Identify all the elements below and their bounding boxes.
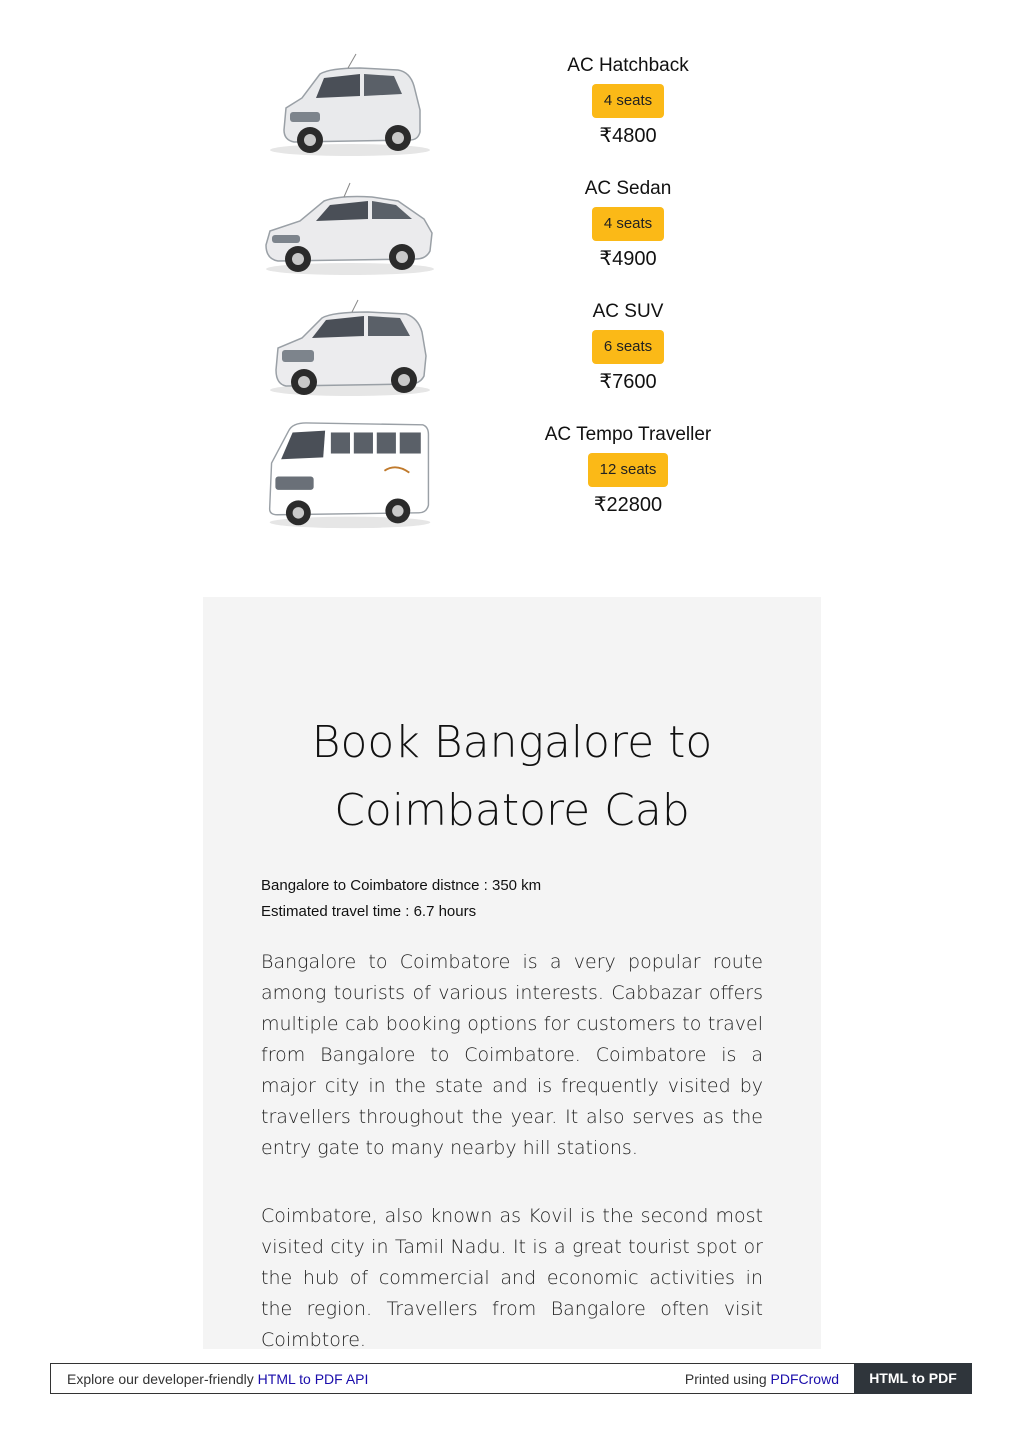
html-to-pdf-button[interactable]: HTML to PDF: [854, 1363, 972, 1394]
car-option-hatchback[interactable]: [260, 52, 760, 162]
car-price: ₹4800: [599, 125, 657, 147]
car-option-sedan[interactable]: [260, 175, 760, 285]
page-title: [203, 709, 821, 845]
car-price: ₹4900: [599, 248, 657, 270]
car-price: ₹7600: [599, 371, 657, 393]
time-value: 6.7 hours: [413, 903, 477, 920]
footer-printed: [685, 1371, 839, 1387]
time-label: Estimated travel time: [261, 903, 402, 920]
suv-car-image: [260, 298, 440, 408]
seats-badge: 4 seats: [592, 84, 664, 118]
tempo-traveller-van-image: [260, 421, 440, 531]
route-info-panel: [203, 597, 821, 1349]
time-separator: :: [401, 903, 414, 920]
car-name: AC Tempo Traveller: [544, 424, 712, 445]
car-name: AC SUV: [592, 301, 664, 322]
distance-label: Bangalore to Coimbatore distnce: [261, 877, 480, 894]
description-paragraph-2: Coimbatore, also known as Kovil is the second most visited city in Tamil Nadu. It is a great tourist spot or the hub of commercial and economic activities in the region. Travellers from Bangalore often visit Coimbtore.: [261, 1205, 763, 1351]
seats-badge: 12 seats: [588, 453, 669, 487]
car-option-suv[interactable]: [260, 298, 760, 408]
car-option-tempo-traveller[interactable]: [260, 421, 760, 531]
distance-line: [261, 873, 541, 899]
title-line-1: Book Bangalore to: [311, 717, 713, 768]
seats-badge: 6 seats: [592, 330, 664, 364]
travel-time-line: [261, 899, 541, 925]
sedan-car-image: [260, 175, 440, 285]
distance-separator: :: [479, 877, 492, 894]
html-to-pdf-api-link[interactable]: HTML to PDF API: [257, 1371, 369, 1387]
explore-text: Explore our developer-friendly: [67, 1371, 258, 1387]
hatchback-car-image: [260, 52, 440, 162]
description-paragraph-1: Bangalore to Coimbatore is a very popular route among tourists of various interests. Cabbazar offers multiple cab booking options for customers to travel from Bangalore to Coimbatore. Coimbatore is a major city in the state and is frequently visited by travellers throughout the year. It also serves as the entry gate to many nearby hill stations.: [261, 951, 763, 1159]
distance-value: 350 km: [491, 877, 542, 894]
seats-badge: 4 seats: [592, 207, 664, 241]
car-price: ₹22800: [593, 494, 663, 516]
car-name: AC Hatchback: [567, 55, 689, 76]
pdfcrowd-footer: [50, 1363, 972, 1394]
pdfcrowd-link[interactable]: PDFCrowd: [770, 1371, 839, 1387]
route-meta: [261, 873, 541, 925]
title-line-2: Coimbatore Cab: [334, 785, 690, 836]
footer-explore: [67, 1371, 368, 1387]
car-name: AC Sedan: [584, 178, 672, 199]
printed-text: Printed using: [684, 1371, 771, 1387]
